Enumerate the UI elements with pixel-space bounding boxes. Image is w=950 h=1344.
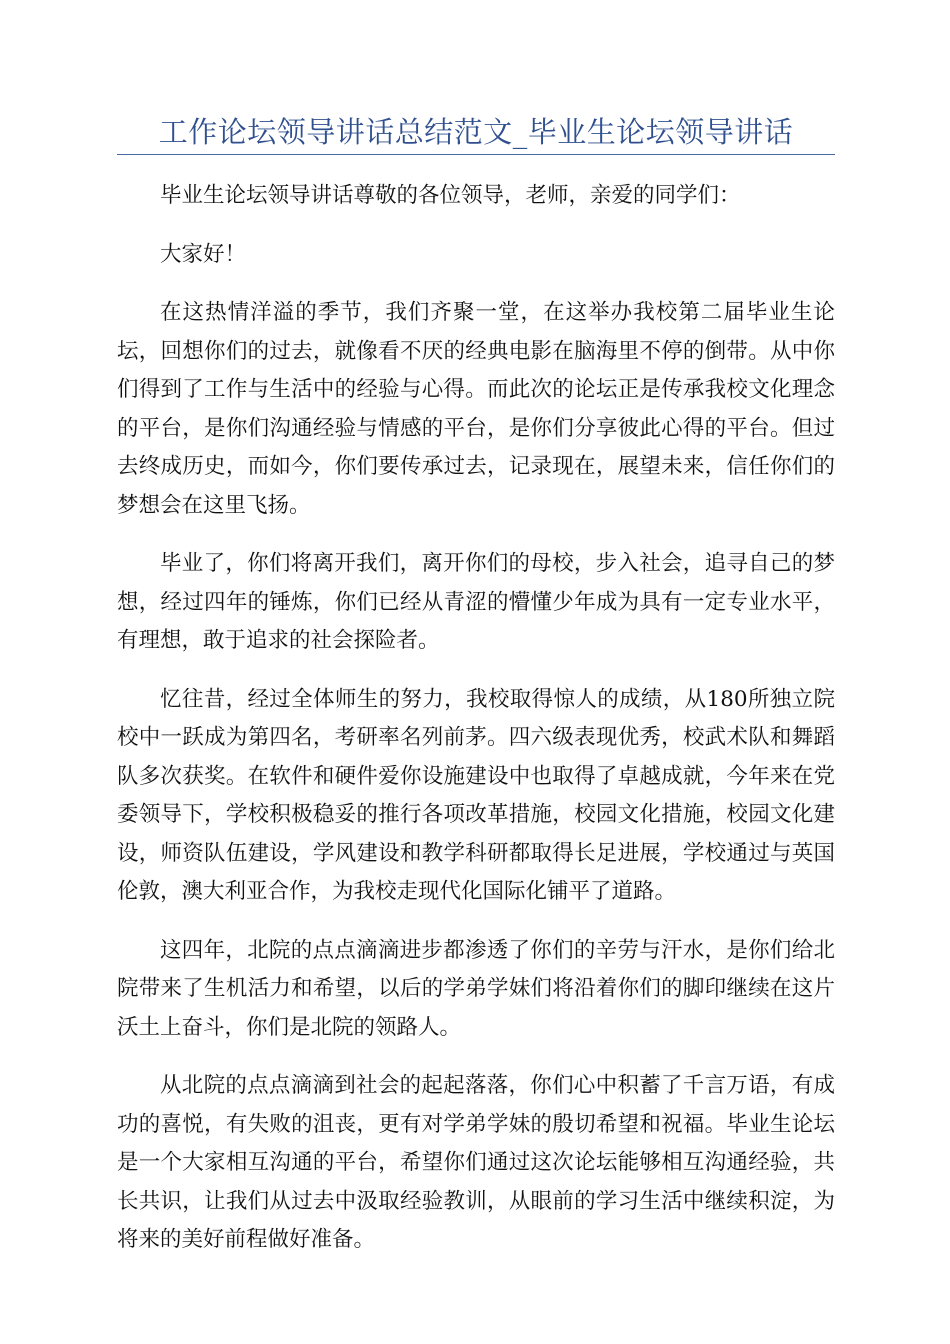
title-underline [117, 154, 835, 155]
paragraph-four-years: 这四年，北院的点点滴滴进步都渗透了你们的辛劳与汗水，是你们给北院带来了生机活力和希望，以后的学弟学妹们将沿着你们的脚印继续在这片沃土上奋斗，你们是北院的领路人。 [117, 937, 835, 1040]
paragraph-opening: 在这热情洋溢的季节，我们齐聚一堂，在这举办我校第二届毕业生论坛，回想你们的过去，就像看不厌的经典电影在脑海里不停的倒带。从中你们得到了工作与生活中的经验与心得。而此次的论坛正是传承我校文化理念的平台，是你们沟通经验与情感的平台，是你们分享彼此心得的平台。但过去终成历史，而如今，你们要传承过去，记录现在，展望未来，信任你们的梦想会在这里飞扬。 [117, 300, 835, 518]
paragraph-salutation: 毕业生论坛领导讲话尊敬的各位领导，老师，亲爱的同学们： [160, 183, 741, 208]
document-title: 工作论坛领导讲话总结范文_毕业生论坛领导讲话 [158, 115, 794, 149]
paragraph-achievements: 忆往昔，经过全体师生的努力，我校取得惊人的成绩，从180所独立院校中一跃成为第四名，考研率名列前茅。四六级表现优秀，校武术队和舞蹈队多次获奖。在软件和硬件爱你设施建设中也取得了卓越成就，今年来在党委领导下，学校积极稳妥的推行各项改革措施，校园文化措施，校园文化建设，师资队伍建设，学风建设和教学科研都取得长足进展，学校通过与英国伦敦，澳大利亚合作，为我校走现代化国际化铺平了道路。 [117, 686, 835, 904]
paragraph-closing: 从北院的点点滴滴到社会的起起落落，你们心中积蓄了千言万语，有成功的喜悦，有失败的沮丧，更有对学弟学妹的殷切希望和祝福。毕业生论坛是一个大家相互沟通的平台，希望你们通过这次论坛能够相互沟通经验，共长共识，让我们从过去中汲取经验教训，从眼前的学习生活中继续积淀，为将来的美好前程做好准备。 [117, 1073, 835, 1252]
document-body [117, 177, 835, 1280]
paragraph-greeting: 大家好！ [160, 241, 247, 267]
paragraph-graduation: 毕业了，你们将离开我们，离开你们的母校，步入社会，追寻自己的梦想，经过四年的锤炼，你们已经从青涩的懵懂少年成为具有一定专业水平，有理想，敢于追求的社会探险者。 [117, 551, 835, 653]
